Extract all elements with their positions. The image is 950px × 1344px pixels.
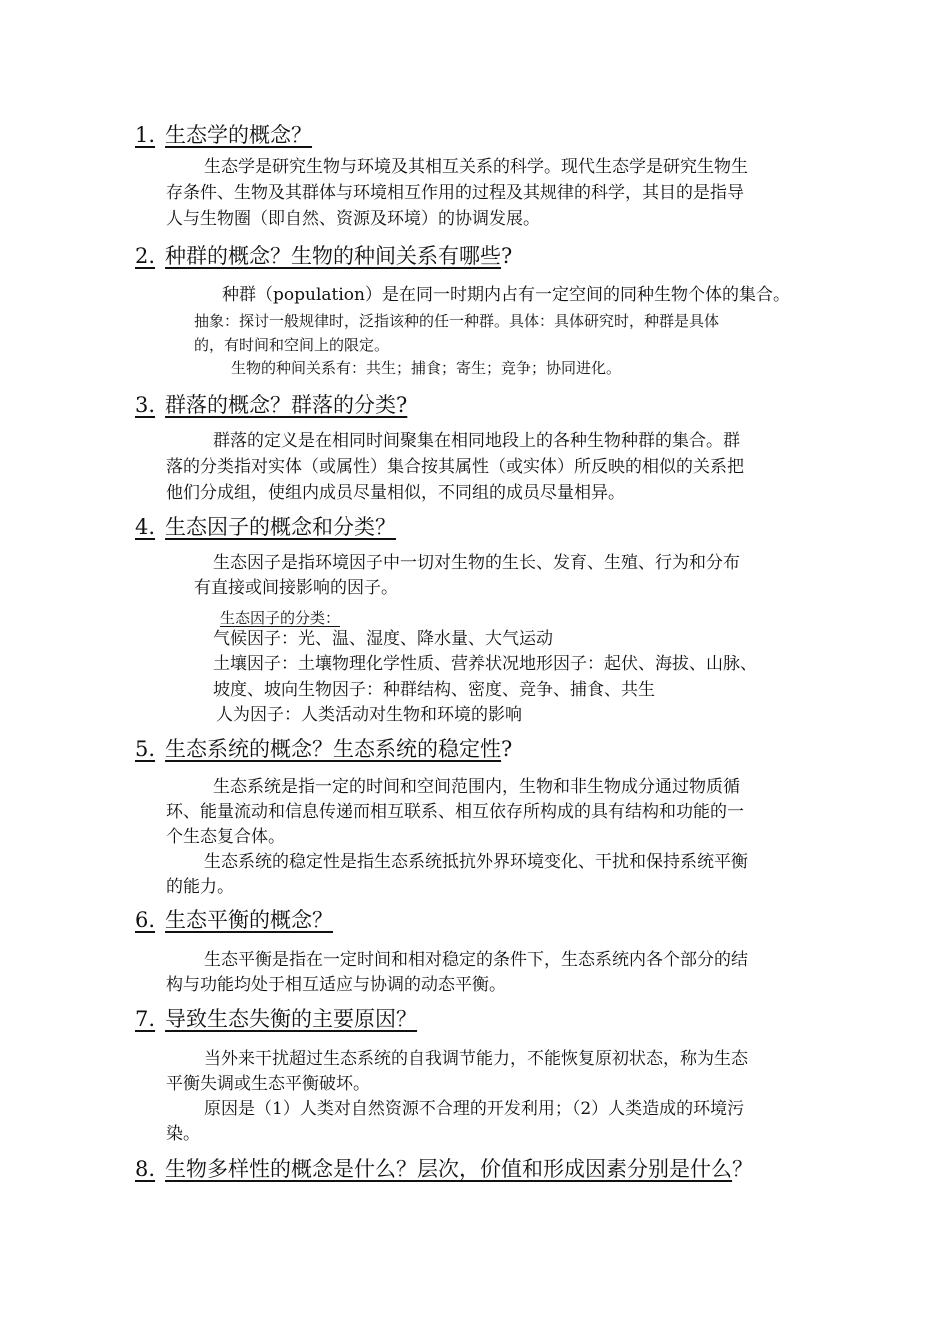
- paragraph-line: 的，有时间和空间上的限定。: [194, 336, 390, 354]
- section-number: 1.: [135, 123, 156, 147]
- paragraph-line: 的能力。: [166, 877, 234, 897]
- section-1-heading: [135, 120, 312, 150]
- paragraph-line: 土壤因子：土壤物理化学性质、营养状况地形因子：起伏、海拔、山脉、: [213, 654, 757, 674]
- paragraph-line: 气候因子：光、温、湿度、降水量、大气运动: [213, 629, 553, 649]
- paragraph-line: 生态因子是指环境因子中一切对生物的生长、发育、生殖、行为和分布: [213, 553, 740, 573]
- section-title: 生态因子的概念和分类？: [165, 515, 397, 539]
- section-7-heading: [135, 1004, 417, 1034]
- section-4-heading: [135, 512, 396, 542]
- paragraph-line: 环、能量流动和信息传递而相互联系、相互依存所构成的具有结构和功能的一: [166, 802, 744, 822]
- section-title-tail: ?: [501, 737, 513, 761]
- section-title: 导致生态失衡的主要原因？: [165, 1007, 418, 1031]
- subheading: 生态因子的分类：: [220, 609, 341, 627]
- paragraph-line: 生态学是研究生物与环境及其相互关系的科学。现代生态学是研究生物生: [204, 157, 748, 177]
- paragraph-line: 当外来干扰超过生态系统的自我调节能力，不能恢复原初状态，称为生态: [204, 1049, 748, 1069]
- section-8-heading: [135, 1154, 753, 1184]
- section-2-heading: [135, 241, 512, 271]
- paragraph-line: 种群（population）是在同一时期内占有一定空间的同种生物个体的集合。: [222, 285, 790, 305]
- section-title: 生物多样性的概念是什么？层次，价值和形成因素分别是什么: [165, 1157, 733, 1181]
- section-number: 6.: [135, 908, 156, 932]
- section-title: 种群的概念？生物的种间关系有哪些: [165, 244, 502, 268]
- section-number: 5.: [135, 737, 156, 761]
- section-title-tail: ？: [732, 1157, 754, 1181]
- section-number: 8.: [135, 1157, 156, 1181]
- paragraph-line: 他们分成组，使组内成员尽量相似，不同组的成员尽量相异。: [166, 483, 625, 503]
- section-number: 3.: [135, 393, 156, 417]
- section-3-heading: [135, 390, 407, 420]
- section-title: 生态学的概念？: [165, 123, 313, 147]
- paragraph-line: 存条件、生物及其群体与环境相互作用的过程及其规律的科学，其目的是指导: [166, 183, 744, 203]
- paragraph-line: 个生态复合体。: [166, 827, 285, 847]
- section-title: 生态系统的概念？生态系统的稳定性: [165, 737, 502, 761]
- paragraph-line: 生态系统的稳定性是指生态系统抵抗外界环境变化、干扰和保持系统平衡: [204, 852, 748, 872]
- paragraph-line: 落的分类指对实体（或属性）集合按其属性（或实体）所反映的相似的关系把: [166, 457, 744, 477]
- paragraph-line: 人与生物圈（即自然、资源及环境）的协调发展。: [166, 209, 540, 229]
- paragraph-line: 有直接或间接影响的因子。: [194, 578, 398, 598]
- section-number: 4.: [135, 515, 156, 539]
- section-number: 2.: [135, 244, 156, 268]
- section-title: 生态平衡的概念？: [165, 908, 334, 932]
- paragraph-line: 平衡失调或生态平衡破坏。: [166, 1074, 370, 1094]
- paragraph-line: 染。: [166, 1124, 200, 1144]
- section-number: 7.: [135, 1007, 156, 1031]
- section-title-tail: ?: [501, 244, 513, 268]
- paragraph-line: 生物的种间关系有：共生；捕食；寄生；竞争；协同进化。: [231, 359, 622, 377]
- section-5-heading: [135, 734, 512, 764]
- section-6-heading: [135, 905, 333, 935]
- paragraph-line: 坡度、坡向生物因子：种群结构、密度、竞争、捕食、共生: [213, 680, 655, 700]
- paragraph-line: 原因是（1）人类对自然资源不合理的开发利用；（2）人类造成的环境污: [204, 1099, 745, 1119]
- paragraph-line: 生态平衡是指在一定时间和相对稳定的条件下，生态系统内各个部分的结: [204, 950, 748, 970]
- section-title: 群落的概念？群落的分类?: [165, 393, 408, 417]
- paragraph-line: 构与功能均处于相互适应与协调的动态平衡。: [166, 975, 506, 995]
- paragraph-line: 人为因子：人类活动对生物和环境的影响: [216, 705, 522, 725]
- paragraph-line: 群落的定义是在相同时间聚集在相同地段上的各种生物种群的集合。群: [213, 431, 740, 451]
- paragraph-line: 抽象：探讨一般规律时，泛指该种的任一种群。具体：具体研究时，种群是具体: [194, 312, 720, 330]
- paragraph-line: 生态系统是指一定的时间和空间范围内，生物和非生物成分通过物质循: [213, 777, 740, 797]
